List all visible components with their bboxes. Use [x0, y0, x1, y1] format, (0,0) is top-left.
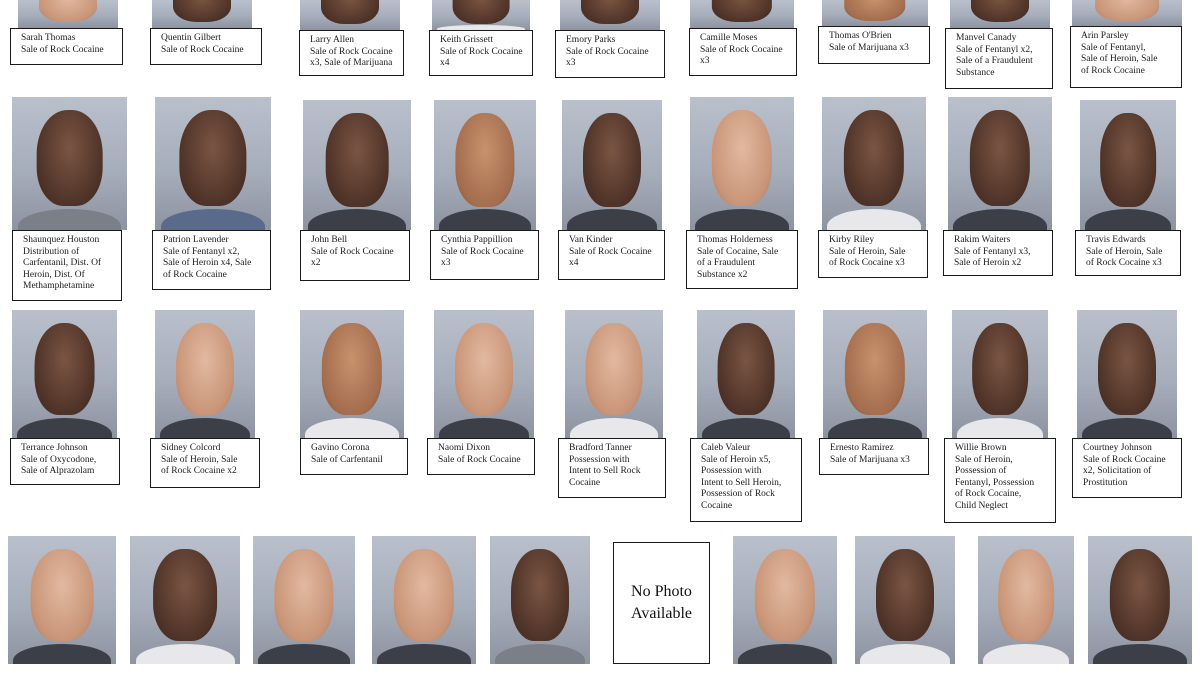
arrestee-name: Bradford Tanner — [569, 443, 632, 453]
mugshot-photo — [300, 310, 404, 438]
arrest-label — [12, 230, 122, 301]
mugshot-photo — [8, 536, 116, 664]
arrest-charges: Sale of Rock Cocaine x3 — [566, 46, 649, 68]
mugshot-photo — [1080, 100, 1176, 230]
mugshot-photo — [18, 0, 118, 28]
arrest-label — [150, 438, 260, 488]
arrest-charges: Sale of Carfentanil — [311, 454, 383, 465]
arrest-charges: Sale of Rock Cocaine x3 — [700, 44, 783, 66]
arrestee-name: Arin Parsley — [1081, 31, 1129, 41]
arrest-label — [427, 438, 535, 475]
mugshot-photo — [303, 100, 411, 230]
mugshot-photo — [434, 310, 534, 438]
no-photo-placeholder: No Photo Available — [613, 542, 710, 664]
arrestee-name: Patrion Lavender — [163, 235, 229, 245]
arrest-charges: Distribution of Carfentanil, Dist. Of Heroin, Dist. Of Methamphetamine — [23, 246, 102, 291]
arrest-label — [10, 28, 123, 65]
arrest-charges: Sale of Heroin, Sale of Rock Cocaine x3 — [1086, 246, 1163, 268]
arrest-charges: Sale of Rock Cocaine x2, Solicitation of Prostitution — [1083, 454, 1166, 488]
arrestee-name: Gavino Corona — [311, 443, 370, 453]
arrestee-name: Van Kinder — [569, 235, 613, 245]
arrest-charges: Sale of Marijuana x3 — [829, 42, 909, 53]
arrest-label — [686, 230, 798, 289]
arrest-charges: Sale of Rock Cocaine x3 — [441, 246, 524, 268]
arrest-label — [944, 438, 1056, 523]
arrest-charges: Sale of Rock Cocaine x4 — [569, 246, 652, 268]
mugshot-photo — [155, 310, 255, 438]
arrestee-name: John Bell — [311, 235, 348, 245]
arrest-label — [10, 438, 120, 485]
arrestee-name: Cynthia Pappillion — [441, 235, 513, 245]
arrest-label — [300, 438, 408, 475]
arrest-label — [299, 30, 404, 76]
arrest-charges: Sale of Oxycodone, Sale of Alprazolam — [21, 454, 97, 476]
arrestee-name: Courtney Johnson — [1083, 443, 1152, 453]
arrest-charges: Sale of Rock Cocaine — [21, 44, 104, 55]
arrestee-name: Manvel Canady — [956, 33, 1017, 43]
arrestee-name: Terrance Johnson — [21, 443, 88, 453]
mugshot-photo — [948, 97, 1052, 230]
mugshot-photo — [490, 536, 590, 664]
arrest-label — [152, 230, 271, 290]
mugshot-photo — [432, 0, 530, 30]
arrestee-name: Rakim Waiters — [954, 235, 1011, 245]
arrest-label — [429, 30, 533, 76]
arrest-label — [945, 28, 1053, 89]
mugshot-photo — [952, 310, 1048, 438]
arrestee-name: Quentin Gilbert — [161, 33, 221, 43]
mugshot-photo — [155, 97, 271, 230]
mugshot-photo — [822, 97, 926, 230]
arrest-charges: Sale of Rock Cocaine x4 — [440, 46, 523, 68]
mugshot-photo — [978, 536, 1074, 664]
mugshot-photo — [822, 0, 928, 26]
arrestee-name: Naomi Dixon — [438, 443, 490, 453]
arrest-charges: Sale of Heroin x5, Possession with Intent to Sell Heroin, Possession of Rock Cocaine — [701, 454, 782, 511]
mugshot-photo — [697, 310, 795, 438]
mugshot-photo — [12, 97, 127, 230]
mugshot-photo — [950, 0, 1050, 28]
mugshot-photo — [823, 310, 927, 438]
arrest-charges: Sale of Heroin, Possession of Fentanyl, Possession of Rock Cocaine, Child Neglect — [955, 454, 1035, 511]
arrestee-name: Shaunquez Houston — [23, 235, 100, 245]
mugshot-photo — [1077, 310, 1177, 438]
arrest-charges: Sale of Heroin, Sale of Rock Cocaine x2 — [161, 454, 238, 476]
arrest-label — [818, 26, 930, 64]
arrest-label — [818, 230, 928, 278]
arrest-label — [555, 30, 665, 78]
arrest-charges: Sale of Fentanyl x3, Sale of Heroin x2 — [954, 246, 1031, 268]
arrest-label — [558, 438, 666, 498]
arrest-charges: Sale of Heroin, Sale of Rock Cocaine x3 — [829, 246, 906, 268]
mugshot-photo — [1088, 536, 1192, 664]
arrest-charges: Sale of Fentanyl x2, Sale of a Fraudulent Substance — [956, 44, 1033, 78]
mugshot-photo — [253, 536, 355, 664]
mugshot-photo — [434, 100, 536, 230]
arrestee-name: Larry Allen — [310, 35, 355, 45]
mugshot-photo — [372, 536, 476, 664]
mugshot-photo — [855, 536, 955, 664]
mugshot-photo — [1072, 0, 1182, 26]
mugshot-photo — [12, 310, 117, 438]
mugshot-photo — [560, 0, 660, 30]
arrest-label — [689, 28, 797, 76]
arrest-charges: Sale of Rock Cocaine x2 — [311, 246, 394, 268]
mugshot-photo — [690, 0, 794, 28]
arrestee-name: Kirby Riley — [829, 235, 875, 245]
arrest-label — [558, 230, 665, 280]
arrest-label — [1070, 26, 1182, 88]
mugshot-photo — [733, 536, 837, 664]
arrest-charges: Sale of Marijuana x3 — [830, 454, 910, 465]
arrest-label — [430, 230, 539, 280]
arrest-charges: Sale of Rock Cocaine x3, Sale of Marijuana — [310, 46, 393, 68]
arrest-label — [150, 28, 262, 65]
arrest-charges: Possession with Intent to Sell Rock Cocaine — [569, 454, 641, 488]
mugshot-photo — [300, 0, 400, 30]
mugshot-photo — [565, 310, 663, 438]
arrest-label — [819, 438, 929, 475]
arrestee-name: Travis Edwards — [1086, 235, 1146, 245]
arrest-label — [1075, 230, 1181, 276]
arrest-charges: Sale of Rock Cocaine — [438, 454, 521, 465]
arrestee-name: Camille Moses — [700, 33, 758, 43]
arrestee-name: Thomas Holderness — [697, 235, 773, 245]
arrestee-name: Sarah Thomas — [21, 33, 76, 43]
arrest-charges: Sale of Fentanyl, Sale of Heroin, Sale of Rock Cocaine — [1081, 42, 1158, 76]
arrestee-name: Thomas O'Brien — [829, 31, 892, 41]
arrest-label — [690, 438, 802, 522]
mugshot-photo — [690, 97, 794, 230]
arrestee-name: Sidney Colcord — [161, 443, 221, 453]
arrestee-name: Emory Parks — [566, 35, 616, 45]
arrest-label — [943, 230, 1053, 276]
arrestee-name: Willie Brown — [955, 443, 1007, 453]
arrestee-name: Ernesto Ramirez — [830, 443, 894, 453]
arrestee-name: Caleb Valeur — [701, 443, 751, 453]
arrest-charges: Sale of Cocaine, Sale of a Fraudulent Substance x2 — [697, 246, 779, 280]
mugshot-photo — [562, 100, 662, 230]
arrest-charges: Sale of Fentanyl x2, Sale of Heroin x4, Sale of Rock Cocaine — [163, 246, 252, 280]
arrest-label — [300, 230, 410, 281]
arrest-charges: Sale of Rock Cocaine — [161, 44, 244, 55]
mugshot-photo — [130, 536, 240, 664]
mugshot-photo — [152, 0, 252, 28]
arrestee-name: Keith Grissett — [440, 35, 494, 45]
arrest-label — [1072, 438, 1182, 498]
